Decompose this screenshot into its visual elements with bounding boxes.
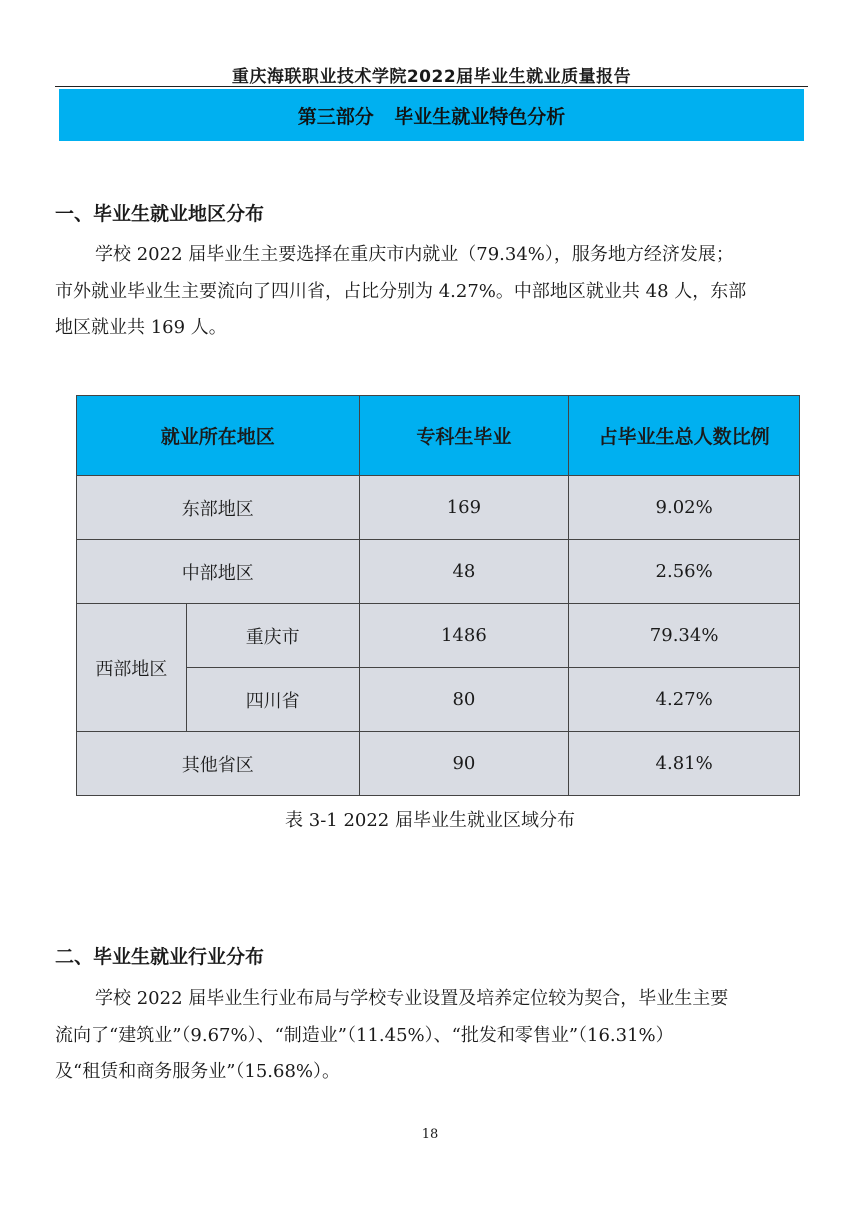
ratio-cell: 79.34%	[569, 604, 800, 668]
table-header-row	[77, 396, 800, 476]
paragraph-line: 学校 2022 届毕业生行业布局与学校专业设置及培养定位较为契合，毕业生主要	[95, 988, 729, 1009]
paragraph-line: 市外就业毕业生主要流向了四川省，占比分别为 4.27%。中部地区就业共 48 人，东部	[55, 280, 747, 302]
count-cell: 1486	[359, 604, 569, 668]
column-header-region: 就业所在地区	[77, 396, 360, 476]
region-distribution-table	[76, 395, 800, 796]
ratio-cell: 9.02%	[569, 476, 800, 540]
paragraph-line: 学校 2022 届毕业生主要选择在重庆市内就业（79.34%），服务地方经济发展；	[95, 244, 734, 265]
column-header-count: 专科生毕业	[359, 396, 569, 476]
count-cell: 90	[359, 732, 569, 796]
header-rule	[55, 86, 808, 87]
count-cell: 80	[359, 668, 569, 732]
page-number: 18	[421, 1127, 439, 1142]
count-cell: 169	[359, 476, 569, 540]
count-cell: 48	[359, 540, 569, 604]
section-title: 第三部分 毕业生就业特色分析	[297, 105, 566, 128]
paragraph-line: 流向了“建筑业”（9.67%）、“制造业”（11.45%）、“批发和零售业”（16.31%）	[55, 1024, 674, 1046]
region-paragraph	[55, 237, 805, 347]
table-row	[77, 604, 800, 668]
ratio-cell: 4.81%	[569, 732, 800, 796]
section-heading-industry: 二、毕业生就业行业分布	[55, 946, 265, 968]
subregion-cell: 重庆市	[186, 604, 359, 668]
region-cell: 其他省区	[77, 732, 360, 796]
subregion-cell: 四川省	[186, 668, 359, 732]
column-header-ratio: 占毕业生总人数比例	[569, 396, 800, 476]
paragraph-line: 地区就业共 169 人。	[55, 317, 227, 338]
ratio-cell: 2.56%	[569, 540, 800, 604]
table-caption: 表 3-1 2022 届毕业生就业区域分布	[285, 810, 575, 831]
table-row	[77, 540, 800, 604]
region-group-cell: 西部地区	[77, 604, 187, 732]
region-cell: 东部地区	[77, 476, 360, 540]
paragraph-line: 及“租赁和商务服务业”（15.68%）。	[55, 1061, 341, 1082]
section-heading-region: 一、毕业生就业地区分布	[55, 203, 265, 225]
industry-paragraph	[55, 981, 805, 1091]
running-header: 重庆海联职业技术学院2022届毕业生就业质量报告	[231, 67, 632, 87]
ratio-cell: 4.27%	[569, 668, 800, 732]
region-cell: 中部地区	[77, 540, 360, 604]
table-row	[77, 476, 800, 540]
table-row	[77, 732, 800, 796]
section-banner	[59, 89, 804, 141]
